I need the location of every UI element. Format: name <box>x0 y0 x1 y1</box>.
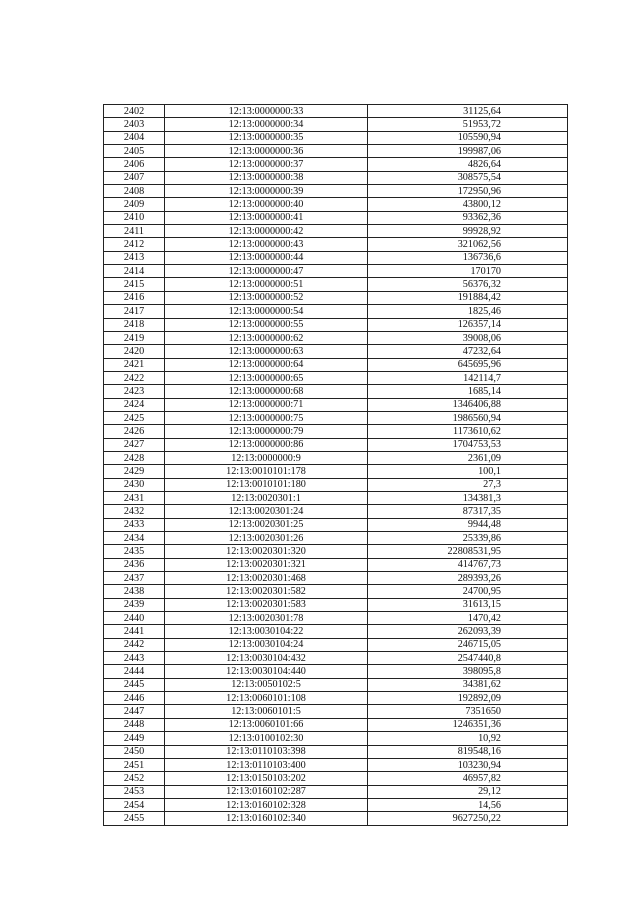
row-number-cell: 2430 <box>104 478 165 491</box>
table-row <box>104 318 568 331</box>
table-row <box>104 692 568 705</box>
table-row <box>104 145 568 158</box>
cadastral-number-cell: 12:13:0000000:43 <box>165 238 368 251</box>
table-row <box>104 505 568 518</box>
row-number-cell: 2446 <box>104 692 165 705</box>
table-row <box>104 478 568 491</box>
row-number-cell: 2404 <box>104 131 165 144</box>
row-number-cell: 2402 <box>104 105 165 118</box>
cadastral-number-cell: 12:13:0000000:71 <box>165 398 368 411</box>
cadastral-number-cell: 12:13:0000000:41 <box>165 211 368 224</box>
cadastral-number-cell: 12:13:0000000:52 <box>165 291 368 304</box>
row-number-cell: 2445 <box>104 678 165 691</box>
table-row <box>104 518 568 531</box>
table-row <box>104 785 568 798</box>
table-row <box>104 732 568 745</box>
row-number-cell: 2424 <box>104 398 165 411</box>
cadastral-number-cell: 12:13:0060101:66 <box>165 718 368 731</box>
cadastral-number-cell: 12:13:0000000:33 <box>165 105 368 118</box>
cadastral-number-cell: 12:13:0110103:400 <box>165 758 368 771</box>
cadastral-value-cell: 1346406,88 <box>368 398 568 411</box>
cadastral-value-cell: 9944,48 <box>368 518 568 531</box>
cadastral-value-cell: 31613,15 <box>368 598 568 611</box>
cadastral-value-cell: 142114,7 <box>368 371 568 384</box>
row-number-cell: 2454 <box>104 798 165 811</box>
cadastral-value-cell: 47232,64 <box>368 345 568 358</box>
table-row <box>104 451 568 464</box>
cadastral-value-cell: 7351650 <box>368 705 568 718</box>
table-row <box>104 745 568 758</box>
row-number-cell: 2453 <box>104 785 165 798</box>
row-number-cell: 2435 <box>104 545 165 558</box>
cadastral-value-cell: 99928,92 <box>368 225 568 238</box>
table-row <box>104 251 568 264</box>
table-row <box>104 305 568 318</box>
cadastral-number-cell: 12:13:0000000:9 <box>165 451 368 464</box>
cadastral-number-cell: 12:13:0030104:432 <box>165 652 368 665</box>
table-row <box>104 425 568 438</box>
table-row <box>104 625 568 638</box>
row-number-cell: 2412 <box>104 238 165 251</box>
cadastral-number-cell: 12:13:0000000:37 <box>165 158 368 171</box>
cadastral-number-cell: 12:13:0000000:36 <box>165 145 368 158</box>
table-row <box>104 211 568 224</box>
row-number-cell: 2431 <box>104 491 165 504</box>
cadastral-value-cell: 192892,09 <box>368 692 568 705</box>
row-number-cell: 2444 <box>104 665 165 678</box>
cadastral-number-cell: 12:13:0110103:398 <box>165 745 368 758</box>
cadastral-number-cell: 12:13:0060101:108 <box>165 692 368 705</box>
row-number-cell: 2432 <box>104 505 165 518</box>
cadastral-value-cell: 39008,06 <box>368 331 568 344</box>
row-number-cell: 2407 <box>104 171 165 184</box>
row-number-cell: 2408 <box>104 185 165 198</box>
table-row <box>104 411 568 424</box>
cadastral-value-cell: 308575,54 <box>368 171 568 184</box>
table-row <box>104 545 568 558</box>
cadastral-number-cell: 12:13:0010101:178 <box>165 465 368 478</box>
row-number-cell: 2421 <box>104 358 165 371</box>
cadastral-value-cell: 262093,39 <box>368 625 568 638</box>
table-row <box>104 158 568 171</box>
cadastral-value-cell: 289393,26 <box>368 572 568 585</box>
cadastral-value-cell: 136736,6 <box>368 251 568 264</box>
cadastral-number-cell: 12:13:0000000:42 <box>165 225 368 238</box>
cadastral-value-cell: 126357,14 <box>368 318 568 331</box>
row-number-cell: 2455 <box>104 812 165 825</box>
table-row <box>104 398 568 411</box>
row-number-cell: 2439 <box>104 598 165 611</box>
row-number-cell: 2419 <box>104 331 165 344</box>
cadastral-value-cell: 1246351,36 <box>368 718 568 731</box>
cadastral-value-cell: 172950,96 <box>368 185 568 198</box>
cadastral-number-cell: 12:13:0000000:62 <box>165 331 368 344</box>
table-row <box>104 665 568 678</box>
cadastral-number-cell: 12:13:0060101:5 <box>165 705 368 718</box>
table-row <box>104 585 568 598</box>
cadastral-number-cell: 12:13:0000000:44 <box>165 251 368 264</box>
cadastral-number-cell: 12:13:0000000:38 <box>165 171 368 184</box>
cadastral-value-cell: 1470,42 <box>368 612 568 625</box>
table-row <box>104 105 568 118</box>
table-row <box>104 225 568 238</box>
row-number-cell: 2434 <box>104 532 165 545</box>
row-number-cell: 2413 <box>104 251 165 264</box>
cadastral-value-cell: 199987,06 <box>368 145 568 158</box>
cadastral-number-cell: 12:13:0000000:35 <box>165 131 368 144</box>
cadastral-value-cell: 1825,46 <box>368 305 568 318</box>
cadastral-value-cell: 2547440,8 <box>368 652 568 665</box>
table-row <box>104 278 568 291</box>
table-row <box>104 358 568 371</box>
cadastral-number-cell: 12:13:0000000:39 <box>165 185 368 198</box>
cadastral-value-cell: 191884,42 <box>368 291 568 304</box>
cadastral-value-cell: 105590,94 <box>368 131 568 144</box>
table-row <box>104 131 568 144</box>
cadastral-number-cell: 12:13:0020301:78 <box>165 612 368 625</box>
cadastral-number-cell: 12:13:0020301:25 <box>165 518 368 531</box>
cadastral-value-cell: 22808531,95 <box>368 545 568 558</box>
cadastral-number-cell: 12:13:0020301:24 <box>165 505 368 518</box>
table-row <box>104 331 568 344</box>
cadastral-value-cell: 14,56 <box>368 798 568 811</box>
row-number-cell: 2433 <box>104 518 165 531</box>
cadastral-value-cell: 1986560,94 <box>368 411 568 424</box>
cadastral-number-cell: 12:13:0160102:340 <box>165 812 368 825</box>
cadastral-number-cell: 12:13:0050102:5 <box>165 678 368 691</box>
cadastral-value-cell: 1685,14 <box>368 385 568 398</box>
cadastral-value-cell: 46957,82 <box>368 772 568 785</box>
row-number-cell: 2410 <box>104 211 165 224</box>
row-number-cell: 2406 <box>104 158 165 171</box>
cadastral-value-cell: 10,92 <box>368 732 568 745</box>
cadastral-value-cell: 1704753,53 <box>368 438 568 451</box>
cadastral-number-cell: 12:13:0020301:320 <box>165 545 368 558</box>
row-number-cell: 2443 <box>104 652 165 665</box>
row-number-cell: 2422 <box>104 371 165 384</box>
row-number-cell: 2423 <box>104 385 165 398</box>
table-row <box>104 798 568 811</box>
row-number-cell: 2415 <box>104 278 165 291</box>
table-row <box>104 532 568 545</box>
cadastral-value-cell: 1173610,62 <box>368 425 568 438</box>
table-row <box>104 638 568 651</box>
table-body <box>104 105 568 826</box>
table-row <box>104 345 568 358</box>
cadastral-number-cell: 12:13:0000000:86 <box>165 438 368 451</box>
cadastral-number-cell: 12:13:0150103:202 <box>165 772 368 785</box>
cadastral-number-cell: 12:13:0010101:180 <box>165 478 368 491</box>
row-number-cell: 2416 <box>104 291 165 304</box>
cadastral-value-cell: 398095,8 <box>368 665 568 678</box>
cadastral-value-cell: 31125,64 <box>368 105 568 118</box>
row-number-cell: 2438 <box>104 585 165 598</box>
row-number-cell: 2450 <box>104 745 165 758</box>
row-number-cell: 2441 <box>104 625 165 638</box>
table-row <box>104 491 568 504</box>
table-row <box>104 385 568 398</box>
cadastral-number-cell: 12:13:0000000:63 <box>165 345 368 358</box>
cadastral-value-cell: 9627250,22 <box>368 812 568 825</box>
cadastral-value-cell: 56376,32 <box>368 278 568 291</box>
cadastral-value-cell: 25339,86 <box>368 532 568 545</box>
row-number-cell: 2425 <box>104 411 165 424</box>
cadastral-number-cell: 12:13:0030104:22 <box>165 625 368 638</box>
cadastral-number-cell: 12:13:0000000:54 <box>165 305 368 318</box>
row-number-cell: 2440 <box>104 612 165 625</box>
table-row <box>104 652 568 665</box>
cadastral-number-cell: 12:13:0100102:30 <box>165 732 368 745</box>
row-number-cell: 2420 <box>104 345 165 358</box>
table-row <box>104 572 568 585</box>
row-number-cell: 2447 <box>104 705 165 718</box>
row-number-cell: 2427 <box>104 438 165 451</box>
cadastral-value-cell: 819548,16 <box>368 745 568 758</box>
table-row <box>104 238 568 251</box>
row-number-cell: 2426 <box>104 425 165 438</box>
row-number-cell: 2403 <box>104 118 165 131</box>
cadastral-number-cell: 12:13:0020301:582 <box>165 585 368 598</box>
cadastral-number-cell: 12:13:0020301:468 <box>165 572 368 585</box>
table-row <box>104 465 568 478</box>
table-row <box>104 678 568 691</box>
row-number-cell: 2429 <box>104 465 165 478</box>
cadastral-value-cell: 24700,95 <box>368 585 568 598</box>
cadastral-value-cell: 170170 <box>368 265 568 278</box>
cadastral-number-cell: 12:13:0020301:26 <box>165 532 368 545</box>
table-row <box>104 291 568 304</box>
cadastral-number-cell: 12:13:0030104:24 <box>165 638 368 651</box>
table-row <box>104 185 568 198</box>
table-row <box>104 598 568 611</box>
cadastral-value-cell: 93362,36 <box>368 211 568 224</box>
table-row <box>104 198 568 211</box>
cadastral-number-cell: 12:13:0000000:40 <box>165 198 368 211</box>
cadastral-number-cell: 12:13:0000000:68 <box>165 385 368 398</box>
cadastral-number-cell: 12:13:0000000:47 <box>165 265 368 278</box>
cadastral-value-table <box>103 104 568 826</box>
cadastral-number-cell: 12:13:0020301:321 <box>165 558 368 571</box>
cadastral-value-cell: 100,1 <box>368 465 568 478</box>
row-number-cell: 2411 <box>104 225 165 238</box>
table-row <box>104 772 568 785</box>
table-row <box>104 265 568 278</box>
cadastral-value-cell: 321062,56 <box>368 238 568 251</box>
cadastral-value-cell: 51953,72 <box>368 118 568 131</box>
cadastral-value-cell: 29,12 <box>368 785 568 798</box>
table-row <box>104 118 568 131</box>
cadastral-value-cell: 414767,73 <box>368 558 568 571</box>
cadastral-value-cell: 103230,94 <box>368 758 568 771</box>
cadastral-value-cell: 2361,09 <box>368 451 568 464</box>
cadastral-number-cell: 12:13:0030104:440 <box>165 665 368 678</box>
cadastral-value-cell: 134381,3 <box>368 491 568 504</box>
table-row <box>104 371 568 384</box>
row-number-cell: 2442 <box>104 638 165 651</box>
cadastral-value-cell: 27,3 <box>368 478 568 491</box>
row-number-cell: 2418 <box>104 318 165 331</box>
cadastral-number-cell: 12:13:0000000:55 <box>165 318 368 331</box>
cadastral-number-cell: 12:13:0020301:583 <box>165 598 368 611</box>
cadastral-number-cell: 12:13:0160102:328 <box>165 798 368 811</box>
cadastral-number-cell: 12:13:0000000:75 <box>165 411 368 424</box>
row-number-cell: 2448 <box>104 718 165 731</box>
cadastral-value-table-area <box>103 104 567 826</box>
table-row <box>104 812 568 825</box>
row-number-cell: 2452 <box>104 772 165 785</box>
row-number-cell: 2414 <box>104 265 165 278</box>
cadastral-number-cell: 12:13:0160102:287 <box>165 785 368 798</box>
cadastral-number-cell: 12:13:0000000:79 <box>165 425 368 438</box>
table-row <box>104 705 568 718</box>
row-number-cell: 2428 <box>104 451 165 464</box>
row-number-cell: 2451 <box>104 758 165 771</box>
cadastral-value-cell: 34381,62 <box>368 678 568 691</box>
cadastral-value-cell: 4826,64 <box>368 158 568 171</box>
cadastral-number-cell: 12:13:0000000:51 <box>165 278 368 291</box>
cadastral-number-cell: 12:13:0000000:64 <box>165 358 368 371</box>
row-number-cell: 2449 <box>104 732 165 745</box>
table-row <box>104 438 568 451</box>
table-row <box>104 171 568 184</box>
cadastral-number-cell: 12:13:0020301:1 <box>165 491 368 504</box>
cadastral-number-cell: 12:13:0000000:34 <box>165 118 368 131</box>
table-row <box>104 558 568 571</box>
row-number-cell: 2417 <box>104 305 165 318</box>
cadastral-value-cell: 645695,96 <box>368 358 568 371</box>
cadastral-value-cell: 87317,35 <box>368 505 568 518</box>
row-number-cell: 2409 <box>104 198 165 211</box>
row-number-cell: 2437 <box>104 572 165 585</box>
row-number-cell: 2405 <box>104 145 165 158</box>
cadastral-number-cell: 12:13:0000000:65 <box>165 371 368 384</box>
row-number-cell: 2436 <box>104 558 165 571</box>
table-row <box>104 758 568 771</box>
table-row <box>104 718 568 731</box>
cadastral-value-cell: 246715,05 <box>368 638 568 651</box>
table-row <box>104 612 568 625</box>
cadastral-value-cell: 43800,12 <box>368 198 568 211</box>
